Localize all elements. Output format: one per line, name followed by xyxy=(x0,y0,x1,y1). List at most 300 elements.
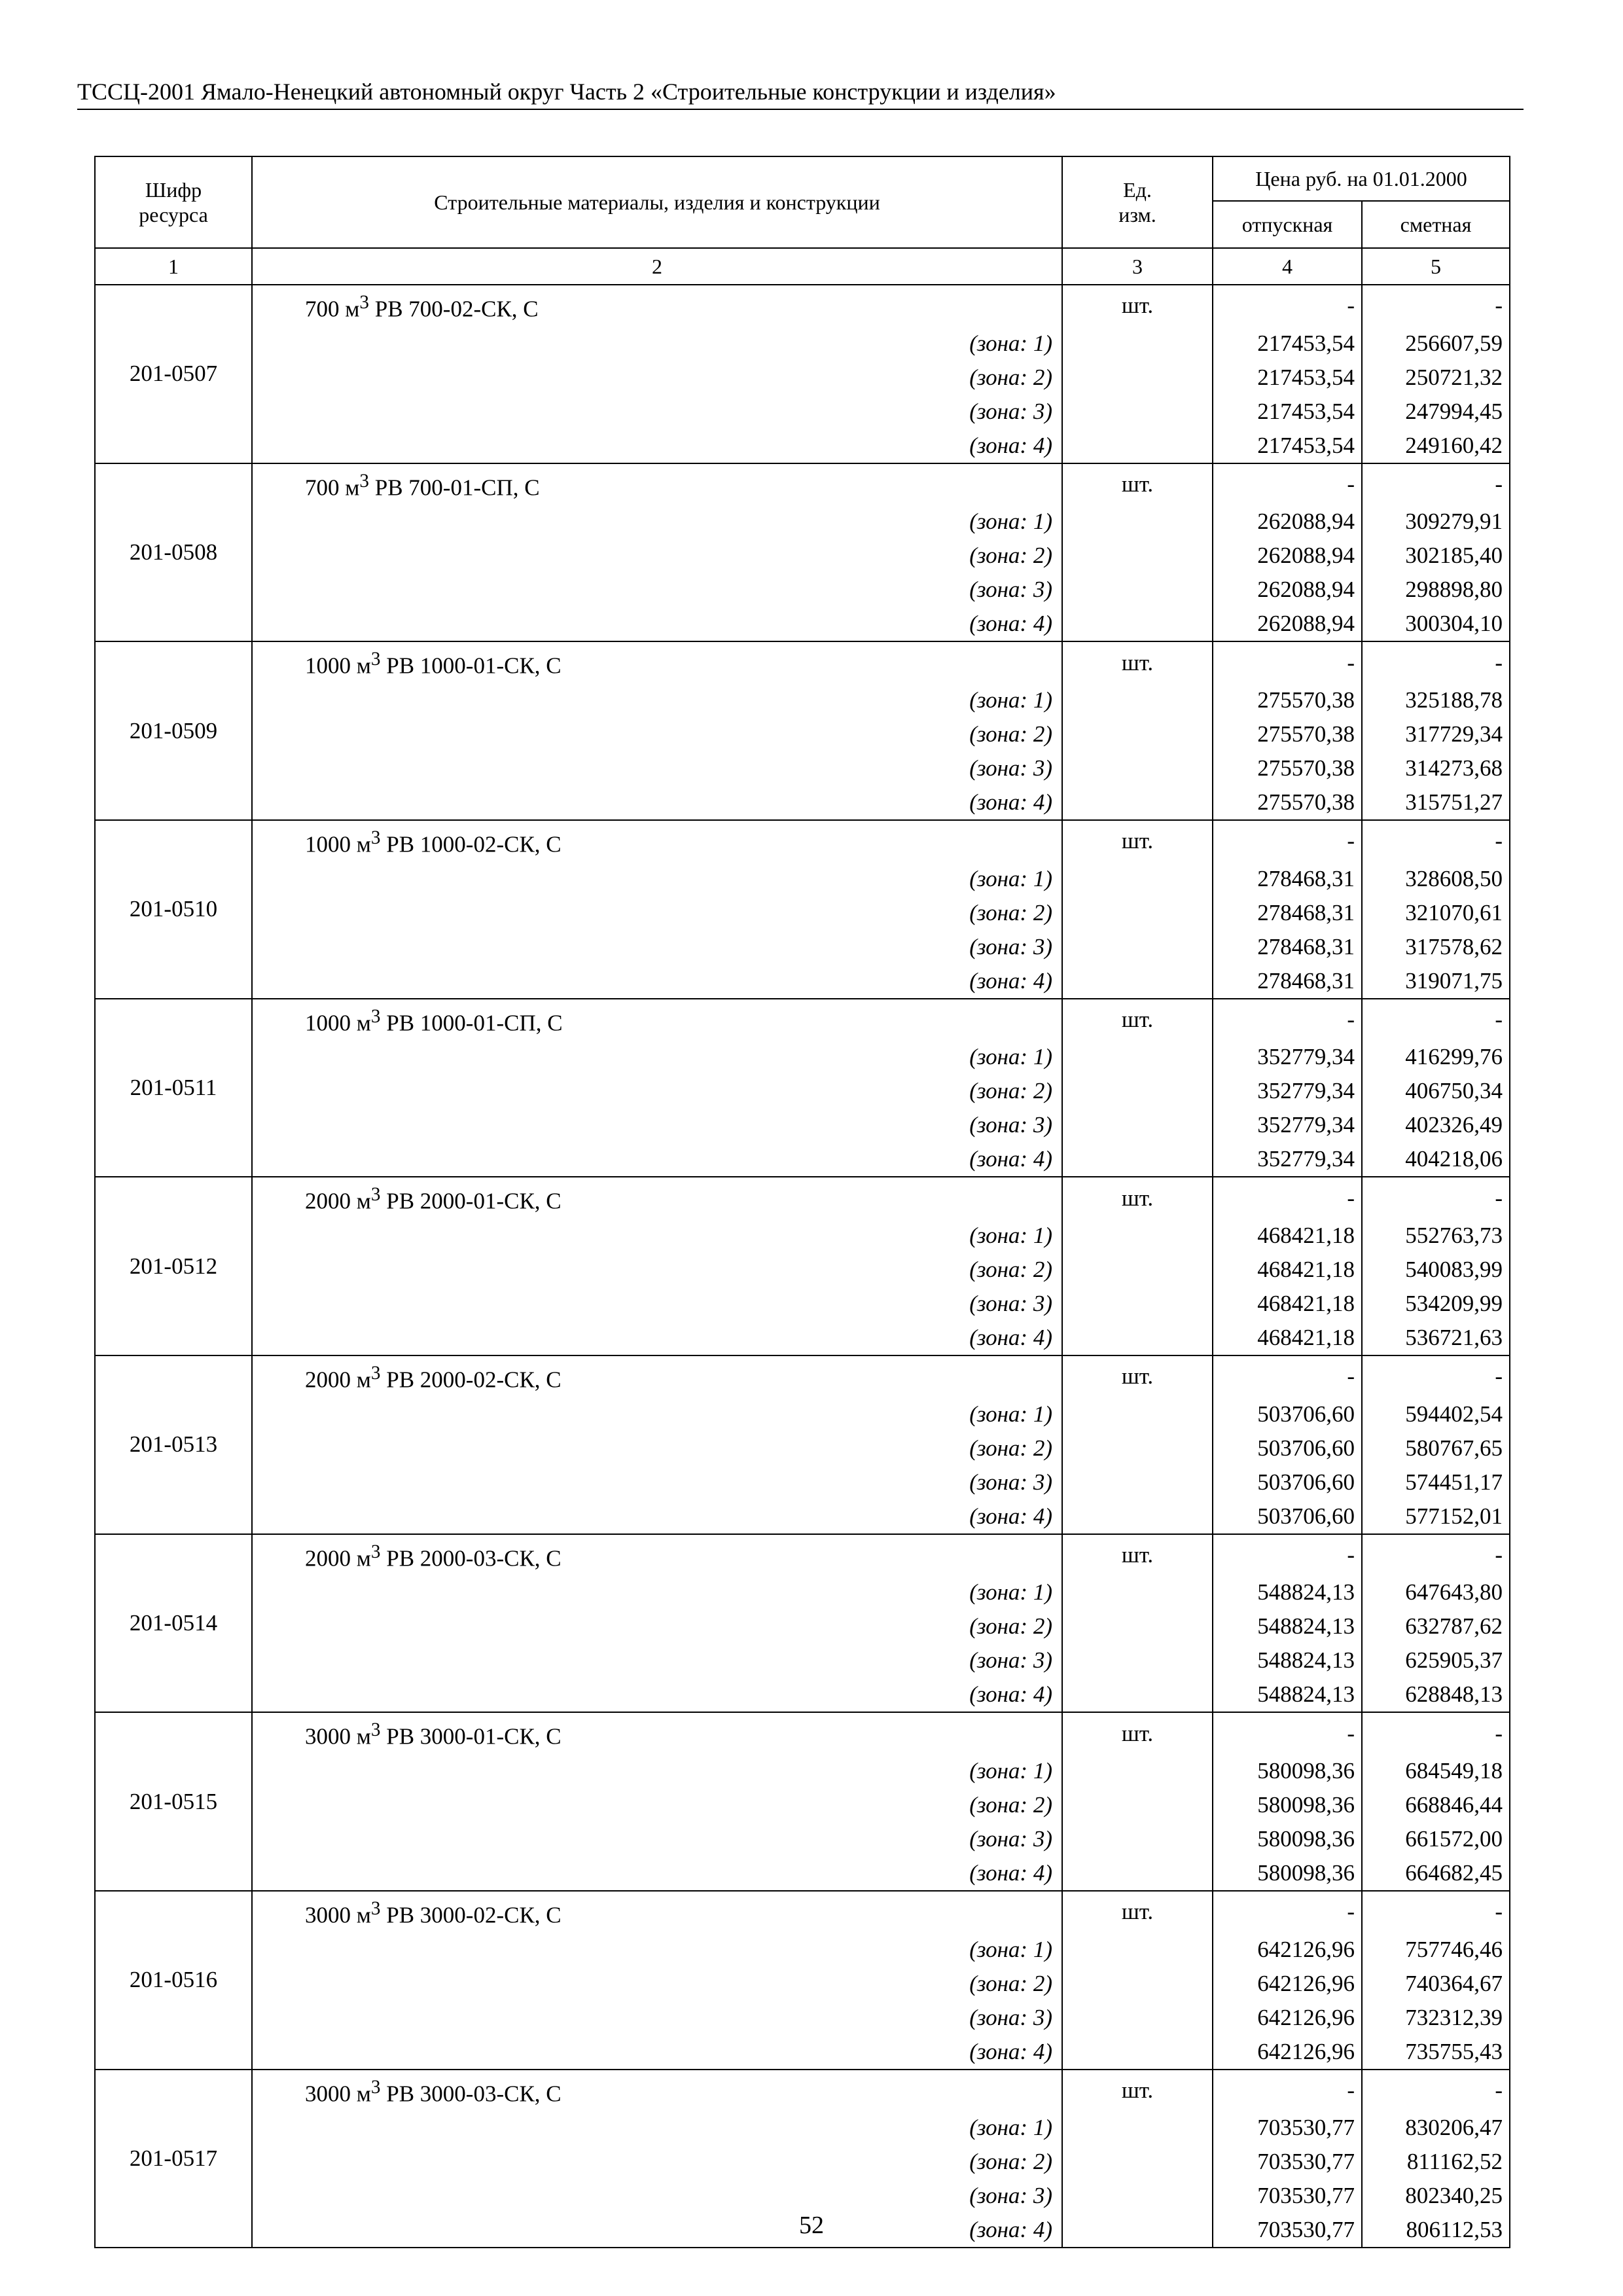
zone-row xyxy=(95,1822,1510,1856)
unit-of-measure-empty xyxy=(1062,2001,1213,2035)
release-price: - xyxy=(1213,641,1362,683)
table-row xyxy=(95,2070,1510,2111)
estimate-price: 811162,52 xyxy=(1362,2145,1510,2179)
estimate-price: - xyxy=(1362,1891,1510,1933)
unit-of-measure-empty xyxy=(1062,683,1213,717)
zone-label: (зона: 3) xyxy=(252,2001,1062,2035)
zone-label: (зона: 4) xyxy=(252,1677,1062,1712)
unit-of-measure-empty xyxy=(1062,1677,1213,1712)
resource-code: 201-0512 xyxy=(95,1177,252,1355)
price-table xyxy=(94,156,1510,2248)
material-name-main: 1000 м xyxy=(305,653,371,679)
unit-of-measure-empty xyxy=(1062,1321,1213,1355)
estimate-price: 406750,34 xyxy=(1362,1074,1510,1108)
estimate-price: 321070,61 xyxy=(1362,896,1510,930)
release-price: 503706,60 xyxy=(1213,1397,1362,1431)
zone-label: (зона: 2) xyxy=(252,1609,1062,1643)
zone-row xyxy=(95,539,1510,573)
zone-row xyxy=(95,429,1510,463)
material-name-main: 3000 м xyxy=(305,1902,371,1928)
material-name xyxy=(252,641,1062,683)
release-price: 548824,13 xyxy=(1213,1677,1362,1712)
estimate-price: 552763,73 xyxy=(1362,1219,1510,1253)
unit-of-measure-empty xyxy=(1062,930,1213,964)
zone-label: (зона: 2) xyxy=(252,1431,1062,1465)
unit-of-measure-empty xyxy=(1062,1575,1213,1609)
zone-row xyxy=(95,1074,1510,1108)
unit-of-measure: шт. xyxy=(1062,1712,1213,1754)
estimate-price: 317729,34 xyxy=(1362,717,1510,751)
material-name xyxy=(252,463,1062,505)
release-price: 580098,36 xyxy=(1213,1822,1362,1856)
zone-row xyxy=(95,1933,1510,1967)
unit-of-measure-empty xyxy=(1062,896,1213,930)
estimate-price: - xyxy=(1362,285,1510,327)
release-price: 352779,34 xyxy=(1213,1108,1362,1142)
unit-of-measure-empty xyxy=(1062,327,1213,361)
unit-of-measure-empty xyxy=(1062,1856,1213,1891)
unit-of-measure-empty xyxy=(1062,1822,1213,1856)
unit-of-measure-empty xyxy=(1062,717,1213,751)
zone-row xyxy=(95,1677,1510,1712)
material-name-main: 3000 м xyxy=(305,1723,371,1749)
release-price: - xyxy=(1213,820,1362,862)
release-price: 275570,38 xyxy=(1213,785,1362,820)
unit-of-measure: шт. xyxy=(1062,285,1213,327)
material-name-rest: РВ 1000-01-СК, С xyxy=(380,653,562,679)
material-name-superscript: 3 xyxy=(370,649,381,670)
unit-of-measure-empty xyxy=(1062,1431,1213,1465)
zone-row xyxy=(95,1788,1510,1822)
header-estimate-price: сметная xyxy=(1362,201,1510,248)
unit-of-measure-empty xyxy=(1062,1142,1213,1177)
estimate-price: - xyxy=(1362,641,1510,683)
material-name-superscript: 3 xyxy=(359,470,369,492)
resource-code: 201-0511 xyxy=(95,999,252,1177)
estimate-price: 661572,00 xyxy=(1362,1822,1510,1856)
table-row xyxy=(95,641,1510,683)
estimate-price: 249160,42 xyxy=(1362,429,1510,463)
zone-row xyxy=(95,1609,1510,1643)
estimate-price: 402326,49 xyxy=(1362,1108,1510,1142)
unit-of-measure-empty xyxy=(1062,1788,1213,1822)
zone-row xyxy=(95,1967,1510,2001)
estimate-price: 309279,91 xyxy=(1362,505,1510,539)
release-price: - xyxy=(1213,1891,1362,1933)
zone-label: (зона: 3) xyxy=(252,930,1062,964)
estimate-price: - xyxy=(1362,999,1510,1041)
release-price: 468421,18 xyxy=(1213,1321,1362,1355)
table-row xyxy=(95,820,1510,862)
zone-row xyxy=(95,2001,1510,2035)
estimate-price: 740364,67 xyxy=(1362,1967,1510,2001)
zone-row xyxy=(95,1219,1510,1253)
header-name: Строительные материалы, изделия и конструкции xyxy=(252,156,1062,248)
column-number: 5 xyxy=(1362,248,1510,285)
release-price: 217453,54 xyxy=(1213,327,1362,361)
zone-label: (зона: 4) xyxy=(252,785,1062,820)
release-price: 352779,34 xyxy=(1213,1074,1362,1108)
material-name-main: 2000 м xyxy=(305,1367,371,1393)
material-name-main: 1000 м xyxy=(305,831,371,857)
zone-row xyxy=(95,785,1510,820)
resource-code: 201-0513 xyxy=(95,1355,252,1534)
estimate-price: 416299,76 xyxy=(1362,1040,1510,1074)
estimate-price: 632787,62 xyxy=(1362,1609,1510,1643)
zone-row xyxy=(95,573,1510,607)
release-price: 278468,31 xyxy=(1213,896,1362,930)
release-price: 262088,94 xyxy=(1213,505,1362,539)
zone-label: (зона: 1) xyxy=(252,1219,1062,1253)
unit-of-measure: шт. xyxy=(1062,1177,1213,1219)
estimate-price: 577152,01 xyxy=(1362,1499,1510,1534)
estimate-price: - xyxy=(1362,1712,1510,1754)
estimate-price: 300304,10 xyxy=(1362,607,1510,641)
unit-of-measure-empty xyxy=(1062,1967,1213,2001)
resource-code: 201-0516 xyxy=(95,1891,252,2070)
material-name xyxy=(252,999,1062,1041)
material-name-superscript: 3 xyxy=(370,1719,381,1741)
unit-of-measure-empty xyxy=(1062,361,1213,395)
unit-of-measure-empty xyxy=(1062,505,1213,539)
material-name-superscript: 3 xyxy=(370,1897,381,1919)
column-number: 2 xyxy=(252,248,1062,285)
release-price: 642126,96 xyxy=(1213,1967,1362,2001)
material-name-rest: РВ 2000-01-СК, С xyxy=(380,1188,562,1214)
zone-label: (зона: 4) xyxy=(252,1499,1062,1534)
unit-of-measure-empty xyxy=(1062,395,1213,429)
table-row xyxy=(95,999,1510,1041)
release-price: 468421,18 xyxy=(1213,1253,1362,1287)
material-name-rest: РВ 700-01-СП, С xyxy=(368,475,540,501)
zone-label: (зона: 2) xyxy=(252,361,1062,395)
release-price: 580098,36 xyxy=(1213,1754,1362,1788)
estimate-price: - xyxy=(1362,1534,1510,1576)
zone-label: (зона: 4) xyxy=(252,2213,1062,2248)
release-price: 275570,38 xyxy=(1213,717,1362,751)
release-price: 352779,34 xyxy=(1213,1040,1362,1074)
zone-row xyxy=(95,361,1510,395)
release-price: 703530,77 xyxy=(1213,2213,1362,2248)
zone-row xyxy=(95,1465,1510,1499)
estimate-price: 536721,63 xyxy=(1362,1321,1510,1355)
material-name xyxy=(252,1177,1062,1219)
unit-of-measure-empty xyxy=(1062,2035,1213,2070)
release-price: 275570,38 xyxy=(1213,683,1362,717)
material-name-main: 700 м xyxy=(305,475,360,501)
zone-row xyxy=(95,1754,1510,1788)
zone-row xyxy=(95,683,1510,717)
zone-label: (зона: 1) xyxy=(252,2111,1062,2145)
release-price: - xyxy=(1213,285,1362,327)
zone-label: (зона: 4) xyxy=(252,1856,1062,1891)
release-price: 503706,60 xyxy=(1213,1431,1362,1465)
zone-row xyxy=(95,1142,1510,1177)
resource-code: 201-0508 xyxy=(95,463,252,642)
material-name xyxy=(252,2070,1062,2111)
release-price: 217453,54 xyxy=(1213,395,1362,429)
estimate-price: 594402,54 xyxy=(1362,1397,1510,1431)
release-price: 503706,60 xyxy=(1213,1499,1362,1534)
release-price: 642126,96 xyxy=(1213,1933,1362,1967)
zone-row xyxy=(95,1643,1510,1677)
estimate-price: 328608,50 xyxy=(1362,862,1510,896)
estimate-price: - xyxy=(1362,1355,1510,1397)
unit-of-measure-empty xyxy=(1062,429,1213,463)
estimate-price: - xyxy=(1362,463,1510,505)
release-price: 503706,60 xyxy=(1213,1465,1362,1499)
estimate-price: 757746,46 xyxy=(1362,1933,1510,1967)
page-header: ТССЦ-2001 Ямало-Ненецкий автономный округ Часть 2 «Строительные конструкции и изделия» xyxy=(77,77,1524,110)
resource-code: 201-0514 xyxy=(95,1534,252,1713)
unit-of-measure-empty xyxy=(1062,1499,1213,1534)
release-price: - xyxy=(1213,999,1362,1041)
table-row xyxy=(95,1891,1510,1933)
release-price: 468421,18 xyxy=(1213,1219,1362,1253)
estimate-price: 319071,75 xyxy=(1362,964,1510,999)
unit-of-measure-empty xyxy=(1062,2179,1213,2213)
release-price: - xyxy=(1213,463,1362,505)
unit-of-measure: шт. xyxy=(1062,641,1213,683)
zone-row xyxy=(95,395,1510,429)
unit-of-measure: шт. xyxy=(1062,820,1213,862)
material-name-rest: РВ 3000-01-СК, С xyxy=(380,1723,562,1749)
resource-code: 201-0509 xyxy=(95,641,252,820)
release-price: 580098,36 xyxy=(1213,1856,1362,1891)
estimate-price: 625905,37 xyxy=(1362,1643,1510,1677)
estimate-price: 664682,45 xyxy=(1362,1856,1510,1891)
unit-of-measure: шт. xyxy=(1062,1534,1213,1576)
material-name-main: 700 м xyxy=(305,296,360,322)
release-price: - xyxy=(1213,1177,1362,1219)
zone-row xyxy=(95,1431,1510,1465)
release-price: 217453,54 xyxy=(1213,361,1362,395)
zone-label: (зона: 4) xyxy=(252,1321,1062,1355)
zone-row xyxy=(95,896,1510,930)
unit-of-measure-empty xyxy=(1062,1219,1213,1253)
material-name-rest: РВ 2000-03-СК, С xyxy=(380,1545,562,1571)
zone-label: (зона: 3) xyxy=(252,1643,1062,1677)
header-release-price: отпускная xyxy=(1213,201,1362,248)
zone-label: (зона: 4) xyxy=(252,429,1062,463)
zone-label: (зона: 4) xyxy=(252,607,1062,641)
zone-row xyxy=(95,930,1510,964)
release-price: 217453,54 xyxy=(1213,429,1362,463)
unit-of-measure-empty xyxy=(1062,785,1213,820)
table-row xyxy=(95,1712,1510,1754)
release-price: 278468,31 xyxy=(1213,964,1362,999)
estimate-price: 574451,17 xyxy=(1362,1465,1510,1499)
zone-row xyxy=(95,327,1510,361)
zone-row xyxy=(95,505,1510,539)
zone-label: (зона: 2) xyxy=(252,717,1062,751)
unit-of-measure-empty xyxy=(1062,1643,1213,1677)
zone-label: (зона: 2) xyxy=(252,1253,1062,1287)
estimate-price: 580767,65 xyxy=(1362,1431,1510,1465)
estimate-price: 317578,62 xyxy=(1362,930,1510,964)
unit-of-measure: шт. xyxy=(1062,999,1213,1041)
estimate-price: 256607,59 xyxy=(1362,327,1510,361)
unit-of-measure-empty xyxy=(1062,964,1213,999)
unit-of-measure-empty xyxy=(1062,607,1213,641)
zone-label: (зона: 3) xyxy=(252,573,1062,607)
estimate-price: 732312,39 xyxy=(1362,2001,1510,2035)
release-price: 703530,77 xyxy=(1213,2111,1362,2145)
header-code xyxy=(95,156,252,248)
unit-of-measure-empty xyxy=(1062,2145,1213,2179)
estimate-price: 315751,27 xyxy=(1362,785,1510,820)
release-price: 278468,31 xyxy=(1213,930,1362,964)
release-price: 262088,94 xyxy=(1213,539,1362,573)
release-price: 642126,96 xyxy=(1213,2001,1362,2035)
unit-of-measure-empty xyxy=(1062,573,1213,607)
zone-label: (зона: 4) xyxy=(252,2035,1062,2070)
material-name-superscript: 3 xyxy=(370,827,381,848)
zone-label: (зона: 4) xyxy=(252,1142,1062,1177)
unit-of-measure-empty xyxy=(1062,862,1213,896)
header-code-label: Шифр ресурса xyxy=(139,178,208,226)
unit-of-measure-empty xyxy=(1062,1465,1213,1499)
zone-label: (зона: 3) xyxy=(252,1465,1062,1499)
zone-label: (зона: 2) xyxy=(252,1967,1062,2001)
table-row xyxy=(95,1355,1510,1397)
estimate-price: 684549,18 xyxy=(1362,1754,1510,1788)
zone-row xyxy=(95,1575,1510,1609)
estimate-price: - xyxy=(1362,820,1510,862)
release-price: - xyxy=(1213,1534,1362,1576)
zone-label: (зона: 4) xyxy=(252,964,1062,999)
material-name xyxy=(252,820,1062,862)
estimate-price: 647643,80 xyxy=(1362,1575,1510,1609)
material-name-main: 2000 м xyxy=(305,1545,371,1571)
unit-of-measure-empty xyxy=(1062,1609,1213,1643)
zone-row xyxy=(95,2179,1510,2213)
zone-label: (зона: 1) xyxy=(252,862,1062,896)
material-name-rest: РВ 1000-01-СП, С xyxy=(380,1010,563,1036)
zone-row xyxy=(95,964,1510,999)
unit-of-measure-empty xyxy=(1062,751,1213,785)
resource-code: 201-0517 xyxy=(95,2070,252,2248)
zone-label: (зона: 3) xyxy=(252,395,1062,429)
zone-label: (зона: 3) xyxy=(252,1822,1062,1856)
material-name-superscript: 3 xyxy=(370,2076,381,2098)
estimate-price: 298898,80 xyxy=(1362,573,1510,607)
material-name-superscript: 3 xyxy=(370,1541,381,1562)
column-number: 1 xyxy=(95,248,252,285)
unit-of-measure-empty xyxy=(1062,1253,1213,1287)
release-price: - xyxy=(1213,1355,1362,1397)
estimate-price: 668846,44 xyxy=(1362,1788,1510,1822)
release-price: 468421,18 xyxy=(1213,1287,1362,1321)
estimate-price: 325188,78 xyxy=(1362,683,1510,717)
header-unit xyxy=(1062,156,1213,248)
zone-label: (зона: 1) xyxy=(252,1397,1062,1431)
estimate-price: 540083,99 xyxy=(1362,1253,1510,1287)
unit-of-measure: шт. xyxy=(1062,463,1213,505)
zone-row xyxy=(95,2111,1510,2145)
material-name-superscript: 3 xyxy=(370,1184,381,1206)
material-name-rest: РВ 3000-02-СК, С xyxy=(380,1902,562,1928)
material-name-rest: РВ 3000-03-СК, С xyxy=(380,2081,562,2107)
zone-row xyxy=(95,1040,1510,1074)
release-price: 548824,13 xyxy=(1213,1643,1362,1677)
table-row xyxy=(95,1534,1510,1576)
release-price: 703530,77 xyxy=(1213,2179,1362,2213)
header-unit-label: Ед. изм. xyxy=(1118,178,1156,226)
unit-of-measure-empty xyxy=(1062,1108,1213,1142)
estimate-price: 534209,99 xyxy=(1362,1287,1510,1321)
zone-label: (зона: 3) xyxy=(252,2179,1062,2213)
estimate-price: 404218,06 xyxy=(1362,1142,1510,1177)
material-name-main: 3000 м xyxy=(305,2081,371,2107)
zone-row xyxy=(95,1253,1510,1287)
page-number: 52 xyxy=(799,2212,824,2239)
unit-of-measure: шт. xyxy=(1062,2070,1213,2111)
release-price: 275570,38 xyxy=(1213,751,1362,785)
material-name xyxy=(252,1712,1062,1754)
unit-of-measure: шт. xyxy=(1062,1355,1213,1397)
zone-label: (зона: 2) xyxy=(252,2145,1062,2179)
unit-of-measure-empty xyxy=(1062,1754,1213,1788)
material-name-main: 2000 м xyxy=(305,1188,371,1214)
zone-label: (зона: 2) xyxy=(252,539,1062,573)
price-table-body xyxy=(95,285,1510,2248)
table-row xyxy=(95,1177,1510,1219)
material-name xyxy=(252,285,1062,327)
zone-label: (зона: 1) xyxy=(252,505,1062,539)
unit-of-measure-empty xyxy=(1062,1074,1213,1108)
estimate-price: 250721,32 xyxy=(1362,361,1510,395)
material-name xyxy=(252,1891,1062,1933)
zone-row xyxy=(95,607,1510,641)
zone-row xyxy=(95,1499,1510,1534)
resource-code: 201-0510 xyxy=(95,820,252,999)
material-name-superscript: 3 xyxy=(370,1362,381,1384)
material-name-main: 1000 м xyxy=(305,1010,371,1036)
zone-row xyxy=(95,1856,1510,1891)
material-name xyxy=(252,1355,1062,1397)
unit-of-measure-empty xyxy=(1062,1287,1213,1321)
release-price: 580098,36 xyxy=(1213,1788,1362,1822)
zone-label: (зона: 1) xyxy=(252,1933,1062,1967)
table-row xyxy=(95,285,1510,327)
material-name-rest: РВ 2000-02-СК, С xyxy=(380,1367,562,1393)
unit-of-measure-empty xyxy=(1062,2111,1213,2145)
material-name-superscript: 3 xyxy=(359,292,369,313)
zone-row xyxy=(95,1287,1510,1321)
resource-code: 201-0507 xyxy=(95,285,252,463)
estimate-price: 806112,53 xyxy=(1362,2213,1510,2248)
estimate-price: 802340,25 xyxy=(1362,2179,1510,2213)
unit-of-measure-empty xyxy=(1062,1933,1213,1967)
release-price: - xyxy=(1213,1712,1362,1754)
column-number: 3 xyxy=(1062,248,1213,285)
zone-row xyxy=(95,1108,1510,1142)
estimate-price: 830206,47 xyxy=(1362,2111,1510,2145)
release-price: 262088,94 xyxy=(1213,573,1362,607)
release-price: 278468,31 xyxy=(1213,862,1362,896)
release-price: 548824,13 xyxy=(1213,1575,1362,1609)
resource-code: 201-0515 xyxy=(95,1712,252,1891)
estimate-price: 628848,13 xyxy=(1362,1677,1510,1712)
zone-row xyxy=(95,1321,1510,1355)
unit-of-measure-empty xyxy=(1062,1397,1213,1431)
estimate-price: 735755,43 xyxy=(1362,2035,1510,2070)
zone-label: (зона: 3) xyxy=(252,1287,1062,1321)
estimate-price: 302185,40 xyxy=(1362,539,1510,573)
estimate-price: 247994,45 xyxy=(1362,395,1510,429)
zone-row xyxy=(95,717,1510,751)
